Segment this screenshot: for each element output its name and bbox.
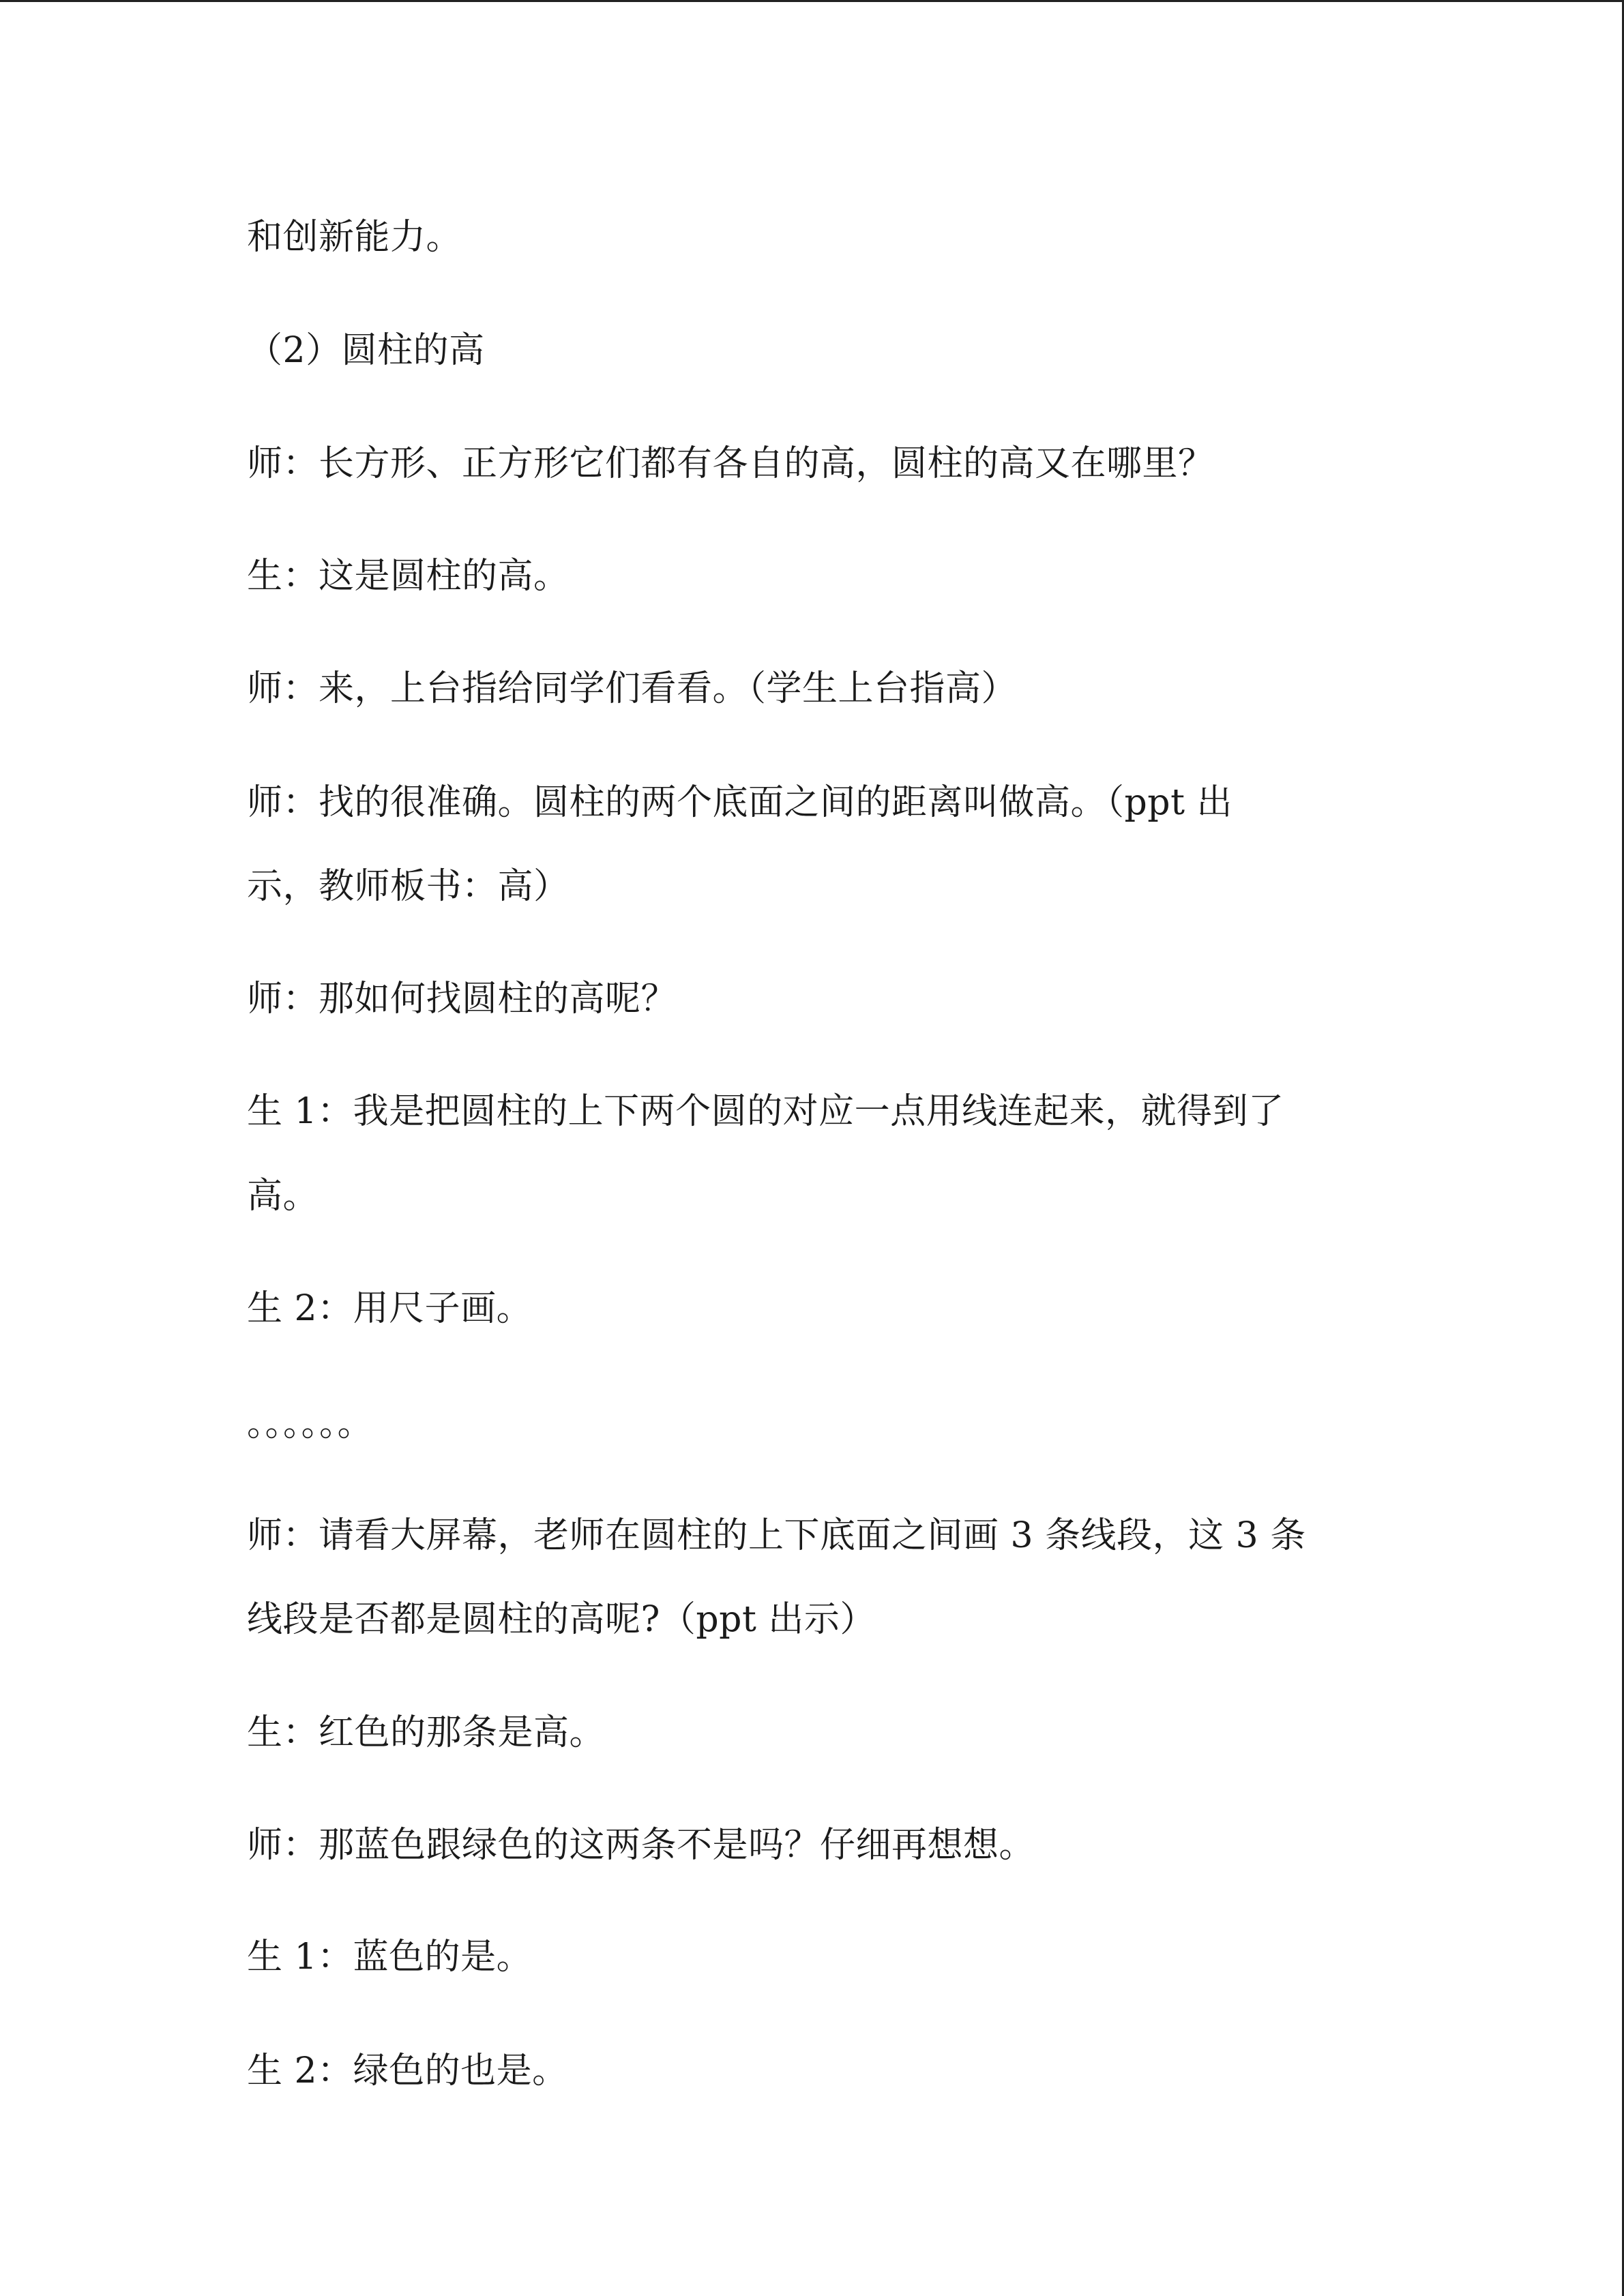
text-line: 和创新能力。: [247, 217, 462, 258]
ellipsis-line: 。。。。。。: [247, 1403, 374, 1444]
text-line: 高。: [247, 1176, 319, 1217]
text-line: 生：红色的那条是高。: [247, 1712, 606, 1753]
text-line: 师：请看大屏幕，老师在圆柱的上下底面之间画 3 条线段，这 3 条: [247, 1515, 1306, 1556]
text-line: 示，教师板书：高）: [247, 866, 570, 907]
text-line: 师：那蓝色跟绿色的这两条不是吗？仔细再想想。: [247, 1825, 1035, 1866]
section-heading: （2）圆柱的高: [247, 330, 485, 371]
page-top-border: [0, 0, 1624, 2]
text-line: 生 1：蓝色的是。: [247, 1937, 533, 1978]
text-line: 生 1：我是把圆柱的上下两个圆的对应一点用线连起来，就得到了: [247, 1091, 1284, 1132]
text-line: 生 2：用尺子画。: [247, 1288, 533, 1329]
text-line: 线段是否都是圆柱的高呢?（ppt 出示）: [247, 1599, 876, 1640]
text-line: 师：来，上台指给同学们看看。（学生上台指高）: [247, 668, 1018, 709]
text-line: 师：找的很准确。圆柱的两个底面之间的距离叫做高。（ppt 出: [247, 782, 1233, 823]
text-line: 生 2：绿色的也是。: [247, 2051, 568, 2091]
text-line: 师：长方形、正方形它们都有各自的高，圆柱的高又在哪里？: [247, 443, 1214, 484]
text-line: 生：这是圆柱的高。: [247, 556, 570, 597]
text-line: 师：那如何找圆柱的高呢？: [247, 979, 677, 1019]
